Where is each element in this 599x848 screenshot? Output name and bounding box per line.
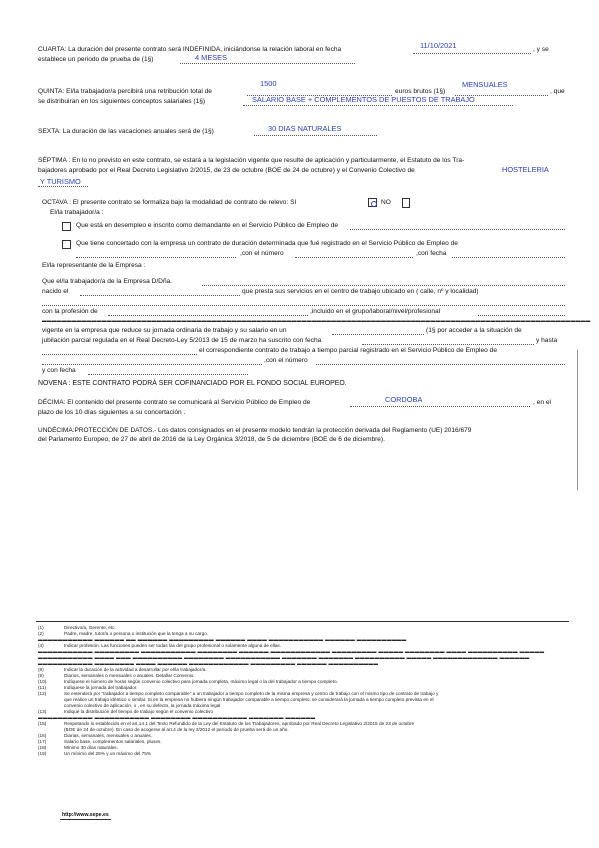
septima-line2: bajadores aprobado por el Real Decreto Legislativo 2/2015, de 23 de octubre (BOE de 24 de octubre) y el Convenio Colectivo de [38,167,415,174]
footnote-text: Mínimo 30 días naturales. [64,745,118,750]
octava-p7: ,con el número [264,357,308,364]
footnote-text: convenio colectivo de aplicación, o , en su defecto, la jornada máxima legal [64,703,221,708]
cuarta-line2: establece un periodo de prueba de (1§) [38,56,154,63]
quinta-frequency-value: MENSUALES [462,80,508,89]
octava-p5-hasta: y hasta [536,337,558,344]
option-desempleo-field[interactable] [350,229,565,230]
quinta-line1: QUINTA: El/la trabajador/a percibirá una retribución total de [38,88,212,95]
option-contrato-numero-label: ,con el número [240,250,284,257]
undecima-line1: UNDÉCIMA:PROTECCIÓN DE DATOS.- Los datos consignados en el presente modelo tendrán la protección derivada del Reglamento (UE) 2016/679 [38,427,472,434]
relevo-no-checkbox[interactable] [402,198,410,208]
scrambled-line-octava: ▬▬▬▬▬▬▬▬▬▬▬▬▬▬▬▬▬▬▬▬▬▬▬▬▬▬▬▬▬▬▬▬▬▬▬▬▬▬▬▬▬▬▬▬▬▬▬▬▬▬▬▬▬▬▬▬▬▬▬▬▬▬▬▬▬▬▬▬▬▬▬▬▬▬▬▬▬▬▬▬▬▬▬▬▬▬▬▬▬▬▬▬▬▬▬▬▬▬▬▬▬▬▬▬▬▬▬▬▬▬ [42,318,591,323]
footnote-number: (4) [38,643,44,648]
representante-label: El/la representante de la Empresa : [42,262,146,269]
decima-line2: plazo de los 10 días siguientes a su concertación . [38,409,186,416]
footnote-text: Indicar la duración de la actividad a desarrollar por el/la trabajador/a. [64,667,207,672]
option-contrato-fecha-field[interactable] [452,257,565,258]
footnote-text: Padre, madre, tutor/a o persona o institución que la tenga a su cargo. [64,631,209,636]
octava-p4: vigente en la empresa que reduce su jornada ordinaria de trabajo y su salario en un [42,327,287,334]
spe-parcial-field[interactable] [42,364,262,365]
scrambled-footnote: ▬▬▬▬▬▬▬▬▬▬▬ ▬▬▬▬▬▬▬▬▬▬▬ ▬▬▬▬▬▬▬▬ ▬▬▬▬▬▬▬▬▬▬▬ ▬▬▬▬▬▬▬ ▬▬▬▬▬▬ [38,715,316,720]
website-link[interactable]: http://www.sepe.es [62,812,109,818]
trabajador-label: El/la trabajador/a : [50,209,104,216]
footnote-text: Indicar profesión. Las funciones pueden ser todas las del grupo profesional o solamente alguna de ellas. [64,643,282,648]
footnote-text: Indíquese el número de horas según convenio colectivo para jornada completa, máximo legal o la del trabajador a tiempo completo. [64,679,338,684]
quinta-line2: se distribuiran en los siguientes conceptos salariales (1§) [38,98,206,105]
footnote-number: (2) [38,631,44,636]
octava-p5: jubilación parcial regulada en el Real Decreto-Ley 5/2013 de 15 de marzo ha suscrito con fecha [42,337,322,344]
quinta-concepts-field[interactable] [243,105,513,106]
relevo-no-label: NO [381,199,391,206]
footnote-text: Indique la distribución del tiempo de trabajo según el convenio colectivo [64,709,214,714]
relevo-si-checkbox[interactable] [368,198,377,207]
footnote-number: (15) [38,721,47,726]
footnote-text: Salario base, complementos salariales, pluses. [64,739,162,744]
footnote-number: (16) [38,733,47,738]
jubilacion-fecha-field[interactable] [362,344,534,345]
hasta-field[interactable] [42,354,197,355]
scrambled-footnote: ▬▬▬▬▬▬▬▬▬▬▬ ▬▬▬▬ ▬▬▬ ▬▬▬▬▬▬▬▬▬▬ ▬▬▬▬▬▬▬▬ ▬▬▬▬▬▬▬▬▬▬▬ ▬▬▬▬▬▬▬ ▬▬▬▬▬▬▬ ▬▬▬▬▬▬▬▬▬▬ ▬▬▬▬▬ ▬▬▬▬▬▬▬▬▬▬▬▬▬ ▬▬▬▬▬▬ [38,655,530,660]
quinta-line1-end: , que [550,88,565,95]
grupo-field[interactable] [478,315,565,316]
option-contrato-spe-field[interactable] [76,257,236,258]
cuarta-line1: CUARTA: La duración del presente contrato será INDEFINIDA, iniciándonse la relación laboral en fecha [38,46,342,53]
decima-value: CORDOBA [385,395,423,404]
octava-p4-end: (1§ por acceder a la situación de [426,327,522,334]
decima-line1: DÉCIMA: El contenido del presente contrato se comunicará al Servicio Público de Empleo de [38,399,311,406]
option-contrato-numero-field[interactable] [295,257,413,258]
undecima-line2: del Parlamento Europeo, de 27 de abril de 2016 de la Ley Orgánica 3/2018, de 5 de diciembre (BOE de 6 de diciembre). [38,436,385,443]
septima-line1: SÉPTIMA : En lo no previsto en este contrato, se estará a la legislación vigente que resulte de aplicación y particularmente, el Estatuto de los Tra- [38,157,465,164]
octava-p8: y con fecha [42,367,76,374]
octava-p6: el correspondiente contrato de trabajo a tiempo parcial registrado en el Servicio Público de Empleo de [199,347,497,354]
margin-line [577,350,578,490]
cuarta-period-field[interactable] [180,63,355,64]
footnote-text: Diarios, semanales o mensuales o anuales. Detallar Convenio. [64,673,195,678]
footnote-text: Diarias, semanales, mensuales o anuales. [64,733,153,738]
footnote-text: que realice un trabajo idéntico o similar. Si en la empresa no hubiera ningún trabajador comparable a tiempo completo, se considerará la jornada a tiempo completo prevista en el [64,697,434,702]
septima-convenio-2: Y TURISMO [40,177,81,186]
quinta-euros-label: euros brutos (1§) [395,88,446,95]
footnote-text: Respetando lo establecido en el art.14.1 del Texto Refundido de la Ley del Estatuto de los Trabajadores, aprobado por Real Decreto Legislativo 2/2015 de 23 de octubre [64,721,415,726]
footnote-number: (8) [38,667,44,672]
sexta-text: SEXTA: La duración de las vacaciones anuales será de (1§) [38,128,214,135]
scrambled-footnote: ▬▬▬▬▬▬▬▬▬▬▬ ▬▬▬▬▬▬▬▬ ▬▬▬▬ ▬▬▬▬▬▬ ▬▬▬▬▬▬▬▬▬▬▬▬ ▬▬▬▬▬▬▬▬▬ ▬▬▬▬▬▬ ▬▬▬▬▬▬▬▬▬▬ [38,661,379,666]
footnote-number: (19) [38,751,47,756]
footnote-number: (18) [38,745,47,750]
septima-convenio-field[interactable] [38,186,88,187]
reduccion-field[interactable] [332,334,424,335]
option-desempleo-label: Que está en desempleo e inscrito como demandante en el Servicio Público de Empleo de [76,222,339,229]
option-contrato-fecha-label: ,con fecha [416,250,447,257]
footnote-number: (1) [38,625,44,630]
octava-p3-profesion: con la profesión de [42,308,98,315]
centro-trabajo-field[interactable] [42,305,565,306]
quinta-amount-value: 1500 [260,79,277,88]
octava-p1: Que el/la trabajador/a de la Empresa D/Dña. [42,278,173,285]
trabajador-nombre-field[interactable] [202,285,565,286]
septima-convenio-1: HOSTELERIA [502,165,549,174]
scrambled-footnote: ▬▬▬▬▬▬▬▬▬▬▬ ▬▬▬▬▬▬▬▬▬ ▬▬▬▬▬▬▬▬▬▬▬ ▬▬▬▬▬▬▬▬ ▬▬▬▬▬▬ ▬▬▬▬▬▬▬▬▬▬▬▬ ▬▬▬▬▬▬▬▬▬ ▬▬▬▬▬ ▬▬▬▬▬▬▬▬ ▬▬▬▬ ▬▬▬▬▬▬▬▬▬▬ ▬▬▬▬▬ [38,649,545,654]
decima-spe-field[interactable] [350,406,530,407]
sexta-value: 30 DIAS NATURALES [268,124,342,133]
octava-p2-nacido: nacido el [42,288,69,295]
octava-p2-centro: que presta sus servicios en el centro de trabajo ubicado en ( calle, nº y localidad) [242,288,479,295]
footnote-number: (12) [38,691,47,696]
footnote-text: (BOE de 24 de octubre). En caso de acogerse al art.4 de la ley 3/2012 el período de prueba será de un año. [64,727,289,732]
option-contrato-checkbox[interactable] [62,240,71,249]
octava-heading: OCTAVA : El presente contrato se formaliza bajo la modalidad de contrato de relevo: SI [42,199,297,206]
footnote-number: (9) [38,673,44,678]
option-contrato-label: Que tiene concertado con la empresa un contrato de duración determinada que fué registrado en el Servicio Público de Empleo de [76,240,458,247]
scrambled-footnote: ▬▬▬▬▬▬▬▬▬▬▬ ▬▬▬▬▬▬ ▬▬ ▬▬▬▬▬▬ ▬▬▬▬▬▬▬▬▬ ▬▬▬▬▬▬ ▬▬▬▬ ▬▬▬▬▬▬▬▬▬▬▬ ▬▬▬▬▬▬ ▬▬▬▬▬▬▬▬▬▬ [38,637,407,642]
decima-line1-end: , en el [533,399,551,406]
sexta-field[interactable] [254,135,377,136]
novena-text: NOVENA : ESTE CONTRATO PODRÁ SER COFINANCIADO POR EL FONDO SOCIAL EUROPEO. [38,380,347,387]
footnote-number: (13) [38,709,47,714]
footnote-text: Se entenderá por "trabajador a tiempo completo comparable" a un trabajador a tiempo completo de la misma empresa y centro de trabajo con el mismo tipo de contrato de trabajo y [64,691,439,696]
profesion-field[interactable] [108,315,308,316]
cuarta-line1-end: , y se [533,46,549,53]
footnote-number: (11) [38,685,46,690]
fecha-parcial-field[interactable] [88,374,248,375]
cuarta-period-value: 4 MESES [195,53,228,62]
footnote-number: (17) [38,739,47,744]
option-desempleo-checkbox[interactable] [62,222,71,231]
cuarta-date-value: 11/10/2021 [420,41,457,50]
cuarta-date-field[interactable] [413,53,531,54]
footnote-separator [36,621,569,622]
octava-p3-grupo: ,incluido en el grupo/laboral/nivel/profesional [310,308,441,315]
footnote-text: Un mínimo del 25% y un máximo del 75% [64,751,152,756]
footnote-text: Directivo/a, Gerente, etc. [64,625,116,630]
numero-parcial-field[interactable] [316,364,565,365]
nacido-field[interactable] [80,295,240,296]
footnote-text: Indíquese la jornada del trabajador. [64,685,138,690]
quinta-concepts-value: SALARIO BASE + COMPLEMENTOS DE PUESTOS DE TRABAJO [252,95,475,104]
footnote-number: (10) [38,679,47,684]
